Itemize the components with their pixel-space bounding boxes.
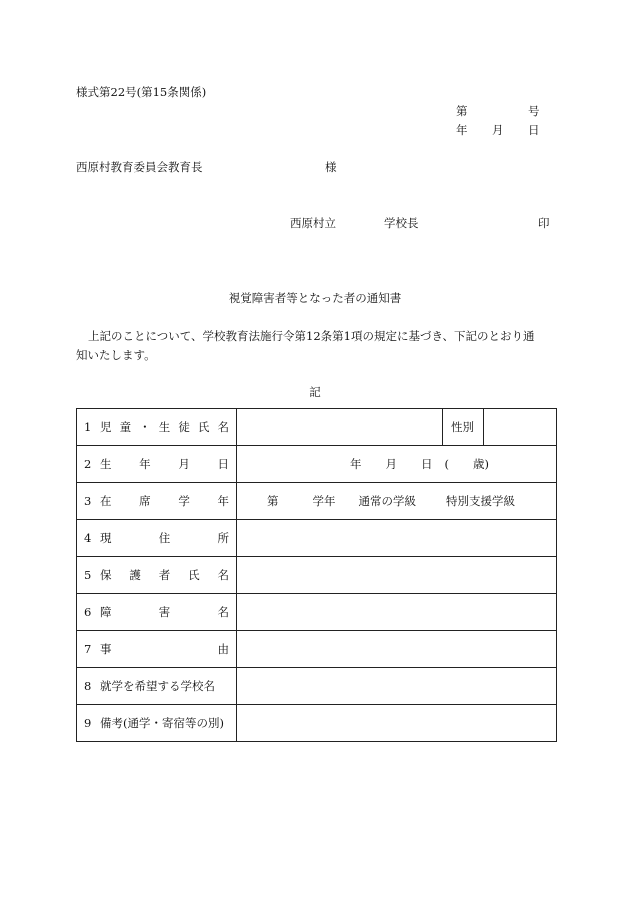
sender-title: 学校長 xyxy=(384,216,419,230)
label-char: 由 xyxy=(217,642,229,656)
ki-heading: 記 xyxy=(309,385,321,399)
age-unit: 歳) xyxy=(473,457,489,471)
table-row xyxy=(77,631,557,668)
age-open-paren: ( xyxy=(444,457,449,471)
row-number: 3 xyxy=(84,494,92,508)
body-text-line2: 知いたします。 xyxy=(76,348,156,362)
label-char: 月 xyxy=(178,457,190,471)
table-row xyxy=(77,409,557,446)
label-char: 名 xyxy=(217,568,229,582)
label-char: 護 xyxy=(129,568,141,582)
table-row xyxy=(77,668,557,705)
grade-field[interactable] xyxy=(237,483,557,520)
label-char: 生 xyxy=(158,420,171,434)
label-char: 名 xyxy=(217,420,229,434)
label-char: 現 xyxy=(100,531,112,545)
label-text: 備考(通学・寄宿等の別) xyxy=(100,716,224,730)
row-label-student-name xyxy=(77,409,237,446)
row-label-guardian-name xyxy=(77,557,237,594)
label-char: 徒 xyxy=(178,420,190,434)
addressee-honorific: 様 xyxy=(325,160,337,174)
label-char: 保 xyxy=(100,568,112,582)
date-year: 年 xyxy=(456,123,468,137)
address-field[interactable] xyxy=(237,520,557,557)
label-char: 童 xyxy=(119,420,132,434)
label-char: 日 xyxy=(217,457,229,471)
date-day: 日 xyxy=(528,123,540,137)
special-class-option[interactable]: 特別支援学級 xyxy=(446,494,515,508)
row-number: 1 xyxy=(84,420,92,434)
row-label-desired-school xyxy=(77,668,237,705)
doc-number-suffix: 号 xyxy=(528,104,540,118)
gender-field[interactable] xyxy=(484,409,557,446)
gender-label: 性別 xyxy=(443,409,484,446)
row-number: 8 xyxy=(84,679,92,693)
label-char: 氏 xyxy=(188,568,200,582)
row-number: 5 xyxy=(84,568,92,582)
label-char: 事 xyxy=(100,642,112,656)
label-char: 障 xyxy=(100,605,112,619)
label-char: 生 xyxy=(100,457,112,471)
grade-prefix: 第 xyxy=(267,494,279,508)
birth-day-unit: 日 xyxy=(421,457,433,471)
reason-field[interactable] xyxy=(237,631,557,668)
row-label-remarks xyxy=(77,705,237,742)
grade-suffix: 学年 xyxy=(312,494,336,508)
label-char: 年 xyxy=(217,494,229,508)
row-label-address xyxy=(77,520,237,557)
table-row xyxy=(77,557,557,594)
row-number: 7 xyxy=(84,642,92,656)
desired-school-field[interactable] xyxy=(237,668,557,705)
sender-school-prefix: 西原村立 xyxy=(290,216,336,230)
row-number: 4 xyxy=(84,531,92,545)
label-char: 名 xyxy=(217,605,229,619)
document-title: 視覚障害者等となった者の通知書 xyxy=(228,291,402,305)
student-name-field[interactable] xyxy=(237,409,443,446)
row-number: 9 xyxy=(84,716,92,730)
table-row xyxy=(77,446,557,483)
table-row xyxy=(77,705,557,742)
label-char: ・ xyxy=(139,420,151,434)
table-row xyxy=(77,594,557,631)
row-label-disability xyxy=(77,594,237,631)
label-char: 氏 xyxy=(197,420,210,434)
doc-number-prefix: 第 xyxy=(456,104,468,118)
row-label-birthdate xyxy=(77,446,237,483)
table-row xyxy=(77,483,557,520)
label-char: 在 xyxy=(100,494,112,508)
body-text-line1: 上記のことについて、学校教育法施行令第12条第1項の規定に基づき、下記のとおり通 xyxy=(88,329,535,343)
addressee-name: 西原村教育委員会教育長 xyxy=(76,160,203,174)
row-label-reason xyxy=(77,631,237,668)
birthdate-field[interactable] xyxy=(237,446,557,483)
disability-field[interactable] xyxy=(237,594,557,631)
guardian-name-field[interactable] xyxy=(237,557,557,594)
label-char: 害 xyxy=(158,605,171,619)
label-char: 者 xyxy=(158,568,171,582)
remarks-field[interactable] xyxy=(237,705,557,742)
row-number: 2 xyxy=(84,457,92,471)
label-char: 席 xyxy=(139,494,151,508)
seal-mark: 印 xyxy=(538,216,550,230)
birth-month-unit: 月 xyxy=(385,457,397,471)
label-char: 児 xyxy=(100,420,112,434)
regular-class-option[interactable]: 通常の学級 xyxy=(358,494,416,508)
label-char: 所 xyxy=(217,531,229,545)
label-char: 年 xyxy=(139,457,151,471)
row-number: 6 xyxy=(84,605,92,619)
label-text: 就学を希望する学校名 xyxy=(100,679,215,693)
notification-form-table xyxy=(76,408,557,742)
form-number: 様式第22号(第15条関係) xyxy=(76,85,207,99)
label-char: 学 xyxy=(178,494,190,508)
label-char: 住 xyxy=(158,531,171,545)
row-label-grade xyxy=(77,483,237,520)
date-month: 月 xyxy=(492,123,504,137)
table-row xyxy=(77,520,557,557)
birth-year-unit: 年 xyxy=(350,457,362,471)
